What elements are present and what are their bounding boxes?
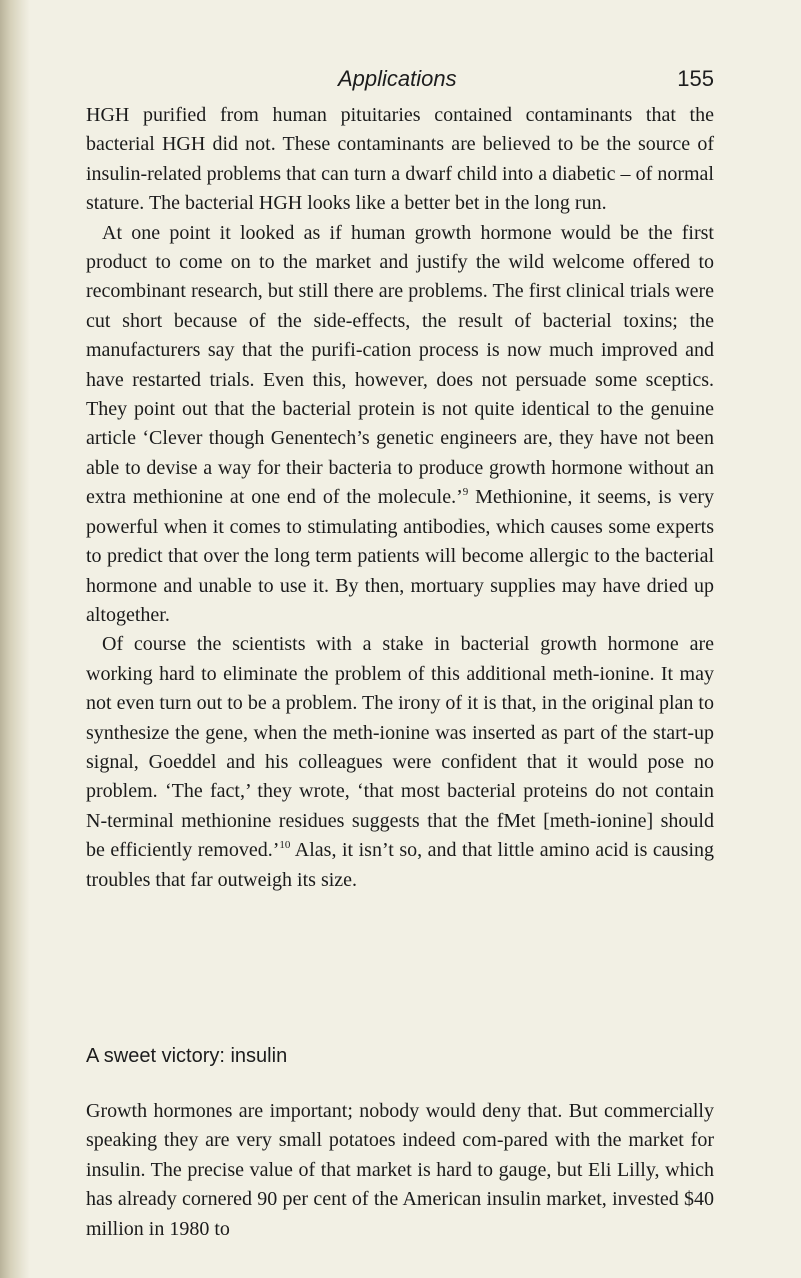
running-title: Applications bbox=[338, 66, 457, 91]
main-text bbox=[86, 101, 714, 895]
footnote-marker: 9 bbox=[462, 486, 469, 499]
paragraph-text: At one point it looked as if human growth hormone would be the first product to come on to the market and justify the wild welcome offered to recombinant research, but still there are problems. The first clinical trials were cut short because of the side-effects, the result of bacterial toxins; the manufacturers say that the purifi-cation process is now much improved and have restarted trials. Even this, however, does not persuade some sceptics. They point out that the bacterial protein is not quite identical to the genuine article ‘Clever though Genentech’s genetic engineers are, they have not been able to devise a way for their bacteria to produce growth hormone without an extra methionine at one end of the molecule.’ bbox=[86, 221, 714, 509]
page-spine-shadow bbox=[0, 0, 30, 1278]
paragraph-text: Growth hormones are important; nobody would deny that. But commercially speaking they are very small potatoes indeed com-pared with the market for insulin. The precise value of that market is hard to gauge, but Eli Lilly, which has already cornered 90 per cent of the American insulin market, invested $40 million in 1980 to bbox=[86, 1100, 714, 1240]
paragraph-text: Of course the scientists with a stake in bacterial growth hormone are working hard to eliminate the problem of this additional meth-ionine. It may not even turn out to be a problem. The irony of it is that, in the original plan to synthesize the gene, when the meth-ionine was inserted as part of the start-up signal, Goeddel and his colleagues were confident that it would pose no problem. ‘The fact,’ they wrote, ‘that most bacterial proteins do not contain N-terminal methionine residues suggests that the fMet [meth-ionine] should be efficiently removed.’ bbox=[86, 633, 714, 862]
footnote-marker: 10 bbox=[279, 839, 291, 852]
paragraph-text: HGH purified from human pituitaries contained contaminants that the bacterial HGH did not. These contaminants are believed to be the source of insulin-related problems that can turn a dwarf child into a diabetic – of normal stature. The bacterial HGH looks like a better bet in the long run. bbox=[86, 104, 714, 215]
paragraph-1 bbox=[86, 101, 714, 219]
section-heading: A sweet victory: insulin bbox=[86, 1045, 288, 1067]
paragraph-text: Alas, it isn’t so, and that little amino acid is causing troubles that far outweigh its size. bbox=[86, 839, 714, 891]
paragraph-text: Methionine, it seems, is very powerful when it comes to stimulating antibodies, which causes some experts to predict that over the long term patients will become allergic to the bacterial hormone and unable to use it. By then, mortuary supplies may have dried up altogether. bbox=[86, 486, 714, 626]
paragraph-2 bbox=[86, 219, 714, 631]
section-text bbox=[86, 1097, 714, 1244]
running-header bbox=[338, 64, 714, 98]
paragraph-4 bbox=[86, 1097, 714, 1244]
paragraph-3 bbox=[86, 630, 714, 895]
page-number: 155 bbox=[677, 66, 714, 91]
